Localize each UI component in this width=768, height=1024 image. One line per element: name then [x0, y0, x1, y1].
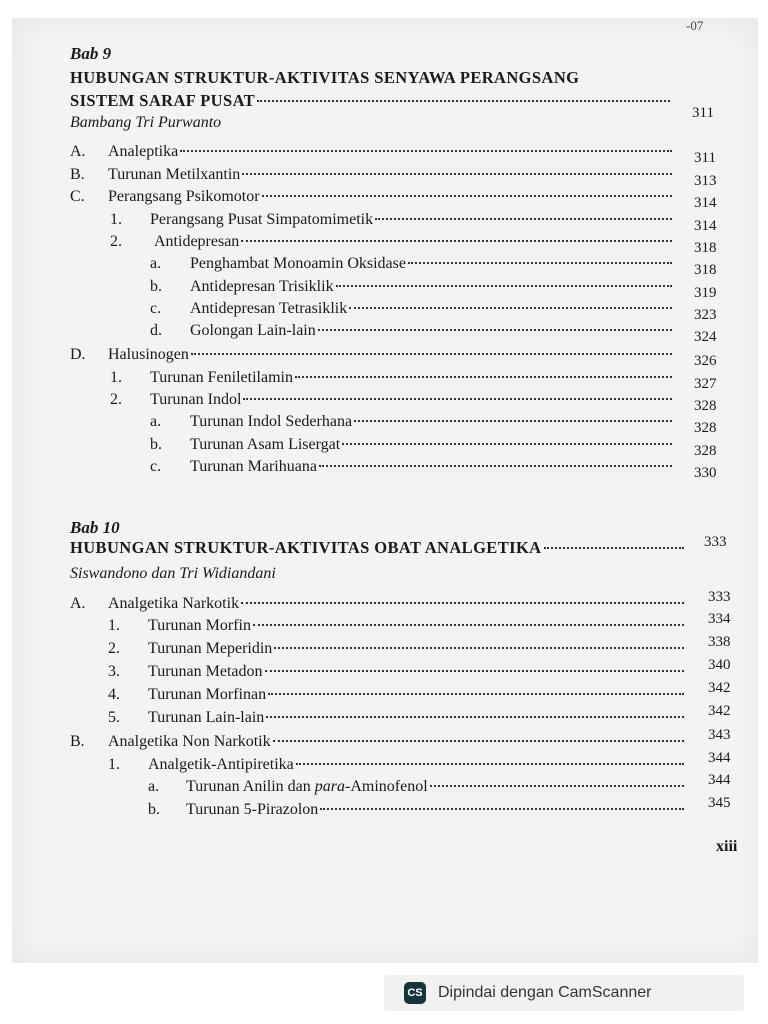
- toc-entry-title: [186, 776, 428, 798]
- toc-entry-page: 318: [694, 240, 717, 256]
- dot-leader: [253, 623, 684, 626]
- toc-entry-number: 5.: [108, 709, 120, 726]
- toc-entry-number: 1.: [110, 211, 122, 228]
- toc-entry: [0, 772, 760, 798]
- toc-entry: [0, 276, 760, 301]
- dot-leader: [266, 715, 684, 718]
- toc-entry-title: Antidepresan Trisiklik: [190, 278, 334, 295]
- toc-entry-title: Golongan Lain-lain: [190, 322, 316, 339]
- chapter-9-title-page: 311: [692, 105, 714, 121]
- toc-entry: [0, 657, 760, 683]
- toc-entry-number: B.: [70, 733, 85, 750]
- chapter-9-label: Bab 9: [70, 44, 112, 63]
- toc-entry-title: Turunan Feniletilamin: [150, 369, 293, 386]
- camscanner-logo-icon: CS: [404, 982, 426, 1004]
- toc-entry: [0, 456, 760, 481]
- toc-entry-page: 311: [694, 150, 716, 166]
- chapter-9-title-line1: HUBUNGAN STRUKTUR-AKTIVITAS SENYAWA PERANGSANG: [70, 68, 580, 87]
- toc-entry: [0, 589, 760, 615]
- toc-entry-number: b.: [150, 278, 162, 295]
- dot-leader: [296, 762, 684, 765]
- toc-entry-page: 330: [694, 465, 717, 481]
- toc-entry-page: 323: [694, 307, 717, 323]
- toc-entry-number: D.: [70, 346, 86, 363]
- dot-leader: [430, 784, 684, 787]
- toc-entry-title: Penghambat Monoamin Oksidase: [190, 255, 406, 272]
- toc-entry-page: 345: [708, 795, 731, 811]
- toc-entry-title: Turunan Metadon: [148, 663, 263, 680]
- dot-leader: [319, 464, 672, 467]
- toc-entry: [0, 231, 760, 256]
- toc-entry-number: 1.: [108, 617, 120, 634]
- toc-entry-title: Perangsang Psikomotor: [108, 188, 260, 205]
- toc-entry: [0, 611, 760, 637]
- dot-leader: [243, 397, 672, 400]
- corner-mark: -07: [686, 18, 704, 33]
- dot-leader: [241, 239, 672, 242]
- dot-leader: [295, 375, 672, 378]
- toc-entry-title-part: -Aminofenol: [344, 778, 428, 795]
- toc-entry: [0, 634, 760, 660]
- toc-entry-page: 314: [694, 218, 717, 234]
- toc-entry: [0, 298, 760, 323]
- toc-entry-title: Turunan Lain-lain: [148, 709, 265, 726]
- toc-entry-number: 4.: [108, 686, 120, 703]
- toc-entry: [0, 253, 760, 278]
- toc-entry-title: Turunan 5-Pirazolon: [186, 801, 319, 818]
- dot-leader: [273, 739, 684, 742]
- toc-entry-page: 344: [708, 772, 731, 788]
- toc-entry: [0, 795, 760, 821]
- dot-leader: [191, 352, 672, 355]
- toc-entry-number: b.: [148, 801, 160, 818]
- toc-entry-title: Turunan Metilxantin: [108, 166, 241, 183]
- dot-leader: [265, 669, 684, 672]
- chapter-10-label: Bab 10: [70, 518, 120, 537]
- toc-entry-title: Analgetik-Antipiretika: [148, 756, 294, 773]
- toc-entry-page: 313: [694, 173, 717, 189]
- toc-entry-title-italic: para: [314, 778, 345, 795]
- toc-entry-title: Turunan Indol Sederhana: [190, 413, 353, 430]
- dot-leader: [241, 601, 684, 604]
- dot-leader: [408, 261, 672, 264]
- toc-entry: [0, 434, 760, 459]
- camscanner-banner: [384, 975, 744, 1011]
- toc-entry-number: b.: [150, 436, 162, 453]
- dot-leader: [262, 194, 672, 197]
- toc-entry-title-part: Turunan Anilin dan: [186, 778, 315, 795]
- dot-leader: [242, 172, 672, 175]
- toc-entry-title: Perangsang Pusat Simpatomimetik: [150, 211, 374, 228]
- toc-entry-page: 314: [694, 195, 717, 211]
- toc-entry: [0, 344, 760, 369]
- dot-leader: [257, 99, 670, 102]
- toc-entry-page: 324: [694, 329, 717, 345]
- toc-entry-title: Turunan Morfinan: [148, 686, 267, 703]
- dot-leader: [544, 546, 685, 549]
- toc-entry-number: a.: [150, 255, 162, 272]
- toc-entry: [0, 320, 760, 345]
- dot-leader: [342, 442, 672, 445]
- toc-entry-page: 342: [708, 680, 731, 696]
- toc-entry-page: 328: [694, 420, 717, 436]
- chapter-9-title-line2: SISTEM SARAF PUSAT: [70, 91, 256, 110]
- toc-entry-number: A.: [70, 595, 86, 612]
- dot-leader: [349, 306, 672, 309]
- toc-entry-page: 338: [708, 634, 731, 650]
- toc-entry: [0, 141, 760, 166]
- toc-entry: [0, 703, 760, 729]
- toc-entry-page: 342: [708, 703, 731, 719]
- toc-entry-title: Analgetika Non Narkotik: [108, 733, 271, 750]
- chapter-9-author: Bambang Tri Purwanto: [70, 114, 222, 131]
- toc-entry: [0, 727, 760, 753]
- chapter-10-author: Siswandono dan Tri Widiandani: [70, 565, 276, 582]
- toc-entry-number: d.: [150, 322, 162, 339]
- dot-leader: [274, 646, 684, 649]
- dot-leader: [318, 328, 672, 331]
- toc-entry-title: Analeptika: [108, 143, 179, 160]
- toc-entry-number: 1.: [110, 369, 122, 386]
- chapter-10-title-row: [70, 534, 740, 559]
- toc-entry: [0, 367, 760, 392]
- toc-entry-number: 2.: [110, 233, 122, 250]
- toc-entry-title: Turunan Asam Lisergat: [190, 436, 341, 453]
- toc-entry-title: Halusinogen: [108, 346, 189, 363]
- toc-entry-page: 327: [694, 376, 717, 392]
- toc-entry-title: Analgetika Narkotik: [108, 595, 240, 612]
- toc-entry-title: Turunan Meperidin: [148, 640, 273, 657]
- toc-entry-title: Antidepresan: [154, 233, 240, 250]
- toc-entry-number: c.: [150, 300, 162, 317]
- toc-entry-page: 333: [708, 589, 731, 605]
- chapter-10-title: HUBUNGAN STRUKTUR-AKTIVITAS OBAT ANALGETIKA: [70, 538, 542, 557]
- toc-entry: [0, 164, 760, 189]
- toc-entry-number: 1.: [108, 756, 120, 773]
- toc-entry-title: Turunan Marihuana: [190, 458, 317, 475]
- dot-leader: [268, 692, 684, 695]
- dot-leader: [336, 284, 672, 287]
- dot-leader: [180, 149, 672, 152]
- toc-entry: [0, 186, 760, 211]
- toc-entry-number: B.: [70, 166, 85, 183]
- chapter-10-title-page: 333: [704, 534, 727, 550]
- toc-entry: [0, 750, 760, 776]
- toc-entry-number: A.: [70, 143, 86, 160]
- toc-entry-number: C.: [70, 188, 85, 205]
- toc-entry-number: 2.: [110, 391, 122, 408]
- dot-leader: [375, 217, 672, 220]
- toc-entry-page: 334: [708, 611, 731, 627]
- toc-entry-number: 3.: [108, 663, 120, 680]
- dot-leader: [320, 807, 684, 810]
- toc-entry: [0, 389, 760, 414]
- toc-entry-page: 343: [708, 727, 731, 743]
- dot-leader: [354, 419, 672, 422]
- toc-entry-number: 2.: [108, 640, 120, 657]
- toc-entry-page: 319: [694, 285, 717, 301]
- page-number: xiii: [716, 838, 738, 855]
- toc-entry: [0, 209, 760, 234]
- toc-entry-number: a.: [150, 413, 162, 430]
- toc-entry-title: Turunan Indol: [150, 391, 242, 408]
- toc-entry-page: 318: [694, 262, 717, 278]
- toc-entry-page: 326: [694, 353, 717, 369]
- toc-entry: [0, 680, 760, 706]
- toc-entry-title: Antidepresan Tetrasiklik: [190, 300, 348, 317]
- toc-entry-page: 328: [694, 398, 717, 414]
- toc-entry-title: Turunan Morfin: [148, 617, 251, 634]
- toc-entry-number: c.: [150, 458, 162, 475]
- toc-entry-page: 344: [708, 750, 731, 766]
- toc-entry-page: 328: [694, 443, 717, 459]
- toc-entry: [0, 411, 760, 436]
- chapter-9-title-row: [70, 90, 720, 121]
- toc-entry-page: 340: [708, 657, 731, 673]
- camscanner-text: Dipindai dengan CamScanner: [438, 984, 652, 1001]
- toc-entry-number: a.: [148, 778, 160, 795]
